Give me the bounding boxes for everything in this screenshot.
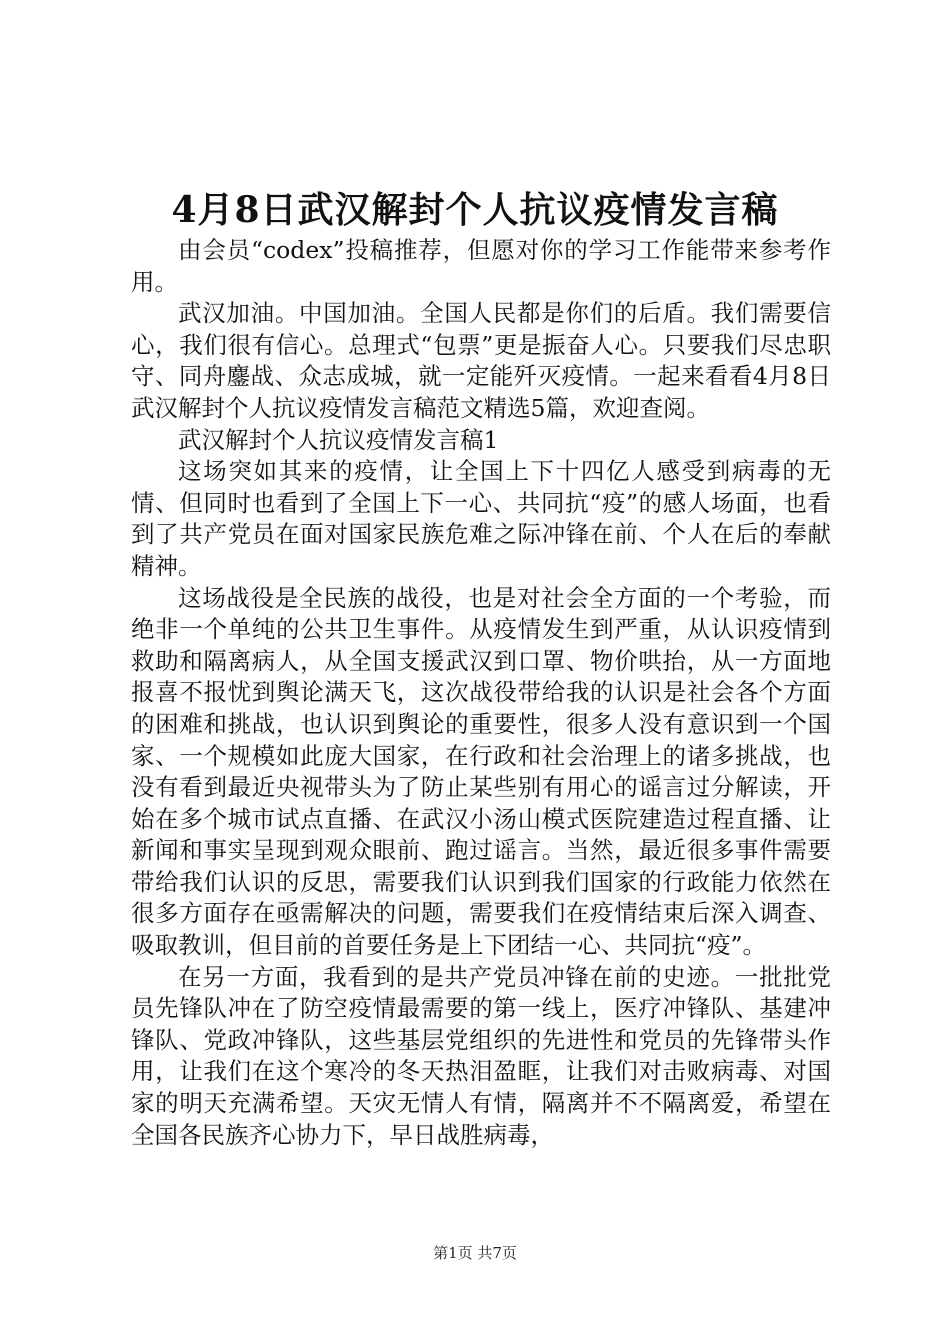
paragraph: 这场战役是全民族的战役，也是对社会全方面的一个考验，而绝非一个单纯的公共卫生事件。从疫情发生到严重，从认识疫情到救助和隔离病人，从全国支援武汉到口罩、物价哄抬，从一方面地报喜不报忧到舆论满天飞，这次战役带给我的认识是社会各个方面的困难和挑战，也认识到舆论的重要性，很多人没有意识到一个国家、一个规模如此庞大国家，在行政和社会治理上的诸多挑战，也没有看到最近央视带头为了防止某些别有用心的谣言过分解读，开始在多个城市试点直播、在武汉小汤山模式医院建造过程直播、让新闻和事实呈现到观众眼前、跑过谣言。当然，最近很多事件需要带给我们认识的反思，需要我们认识到我们国家的行政能力依然在很多方面存在亟需解决的问题，需要我们在疫情结束后深入调查、吸取教训，但目前的首要任务是上下团结一心、共同抗“疫”。 xyxy=(131,583,831,960)
page-number-footer: 第1页 共7页 xyxy=(433,1244,517,1262)
document-body xyxy=(131,235,831,1151)
paragraph-summary: 武汉加油。中国加油。全国人民都是你们的后盾。我们需要信心，我们很有信心。总理式“包票”更是振奋人心。只要我们尽忠职守、同舟鏖战、众志成城，就一定能歼灭疫情。一起来看看4月8日武汉解封个人抗议疫情发言稿范文精选5篇，欢迎查阅。 xyxy=(131,299,831,422)
paragraph: 这场突如其来的疫情，让全国上下十四亿人感受到病毒的无情、但同时也看到了全国上下一心、共同抗“疫”的感人场面，也看到了共产党员在面对国家民族危难之际冲锋在前、个人在后的奉献精神。 xyxy=(131,457,831,580)
paragraph: 在另一方面，我看到的是共产党员冲锋在前的史迹。一批批党员先锋队冲在了防空疫情最需要的第一线上，医疗冲锋队、基建冲锋队、党政冲锋队，这些基层党组织的先进性和党员的先锋带头作用，让我们在这个寒冷的冬天热泪盈眶，让我们对击败病毒、对国家的明天充满希望。天灾无情人有情，隔离并不不隔离爱，希望在全国各民族齐心协力下，早日战胜病毒， xyxy=(131,962,831,1149)
section-heading: 武汉解封个人抗议疫情发言稿1 xyxy=(178,425,499,454)
document-title: 4月8日武汉解封个人抗议疫情发言稿 xyxy=(171,189,779,231)
paragraph-intro: 由会员“codex”投稿推荐，但愿对你的学习工作能带来参考作用。 xyxy=(131,236,831,296)
